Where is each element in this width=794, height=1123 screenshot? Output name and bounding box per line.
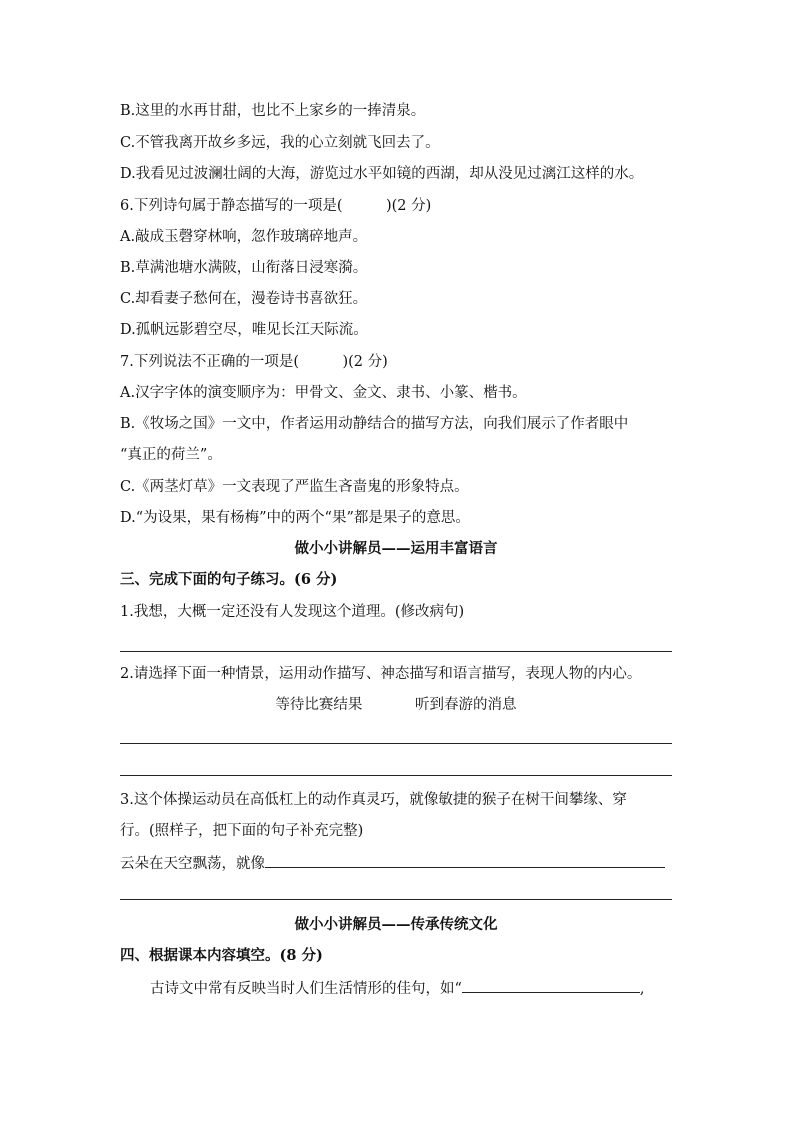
- q2-situations: [120, 695, 672, 715]
- section3-q1: 1.我想，大概一定还没有人发现这个道理。(修改病句): [120, 604, 465, 620]
- q7-option-b-line2: “真正的荷兰”。: [120, 447, 222, 463]
- section4-trailing-comma: ,: [639, 981, 645, 997]
- q2-answer-line-1[interactable]: [120, 743, 672, 744]
- section4-text-content: 古诗文中常有反映当时人们生活情形的佳句，如“: [150, 981, 462, 997]
- q3-prompt-text: 云朵在天空飘荡，就像: [120, 856, 265, 872]
- q5-option-b: B.这里的水再甘甜，也比不上家乡的一捧清泉。: [120, 103, 426, 119]
- q7-option-d: D.“为设果，果有杨梅”中的两个“果”都是果子的意思。: [120, 510, 470, 526]
- section4-answer-blank[interactable]: [462, 977, 640, 993]
- section3-heading: 三、完成下面的句子练习。(6 分): [120, 571, 338, 588]
- q7-option-c: C.《两茎灯草》一文表现了严监生吝啬鬼的形象特点。: [120, 479, 469, 495]
- q7-option-b-line1: B.《牧场之国》一文中，作者运用动静结合的描写方法，向我们展示了作者眼中: [120, 416, 629, 432]
- section4-heading: 四、根据课本内容填空。(8 分): [120, 947, 323, 964]
- section-title-language: 做小小讲解员——运用丰富语言: [294, 540, 498, 557]
- q3-answer-line-2[interactable]: [120, 899, 672, 900]
- q2-answer-line-2[interactable]: [120, 775, 672, 776]
- section3-q3-prompt: [120, 852, 665, 874]
- section3-q3-line1: 3.这个体操运动员在高低杠上的动作真灵巧，就像敏捷的猴子在树干间攀缘、穿: [120, 792, 627, 808]
- situation-spring-outing: 听到春游的消息: [415, 697, 517, 713]
- q7-option-a: A.汉字字体的演变顺序为：甲骨文、金文、隶书、小篆、楷书。: [120, 385, 527, 401]
- q3-answer-blank[interactable]: [265, 852, 665, 868]
- situation-waiting-result: 等待比赛结果: [275, 697, 363, 713]
- section3-q3-line2: 行。(照样子，把下面的句子补充完整): [120, 823, 364, 839]
- section3-q2: 2.请选择下面一种情景，运用动作描写、神态描写和语言描写，表现人物的内心。: [120, 666, 642, 682]
- q1-answer-line[interactable]: [120, 651, 672, 652]
- section4-text: [150, 977, 645, 999]
- section-title-culture: 做小小讲解员——传承传统文化: [294, 916, 498, 933]
- q6-option-d: D.孤帆远影碧空尽，唯见长江天际流。: [120, 322, 368, 338]
- q6-option-a: A.敲成玉磬穿林响，忽作玻璃碎地声。: [120, 229, 368, 245]
- q6-stem: 6.下列诗句属于静态描写的一项是( )(2 分): [120, 198, 432, 214]
- q6-option-c: C.却看妻子愁何在，漫卷诗书喜欲狂。: [120, 291, 368, 307]
- q5-option-c: C.不管我离开故乡多远，我的心立刻就飞回去了。: [120, 135, 440, 151]
- q6-option-b: B.草满池塘水满陂，山衔落日浸寒漪。: [120, 260, 368, 276]
- q5-option-d: D.我看见过波澜壮阔的大海，游览过水平如镜的西湖，却从没见过漓江这样的水。: [120, 166, 644, 182]
- q7-stem: 7.下列说法不正确的一项是( )(2 分): [120, 354, 388, 370]
